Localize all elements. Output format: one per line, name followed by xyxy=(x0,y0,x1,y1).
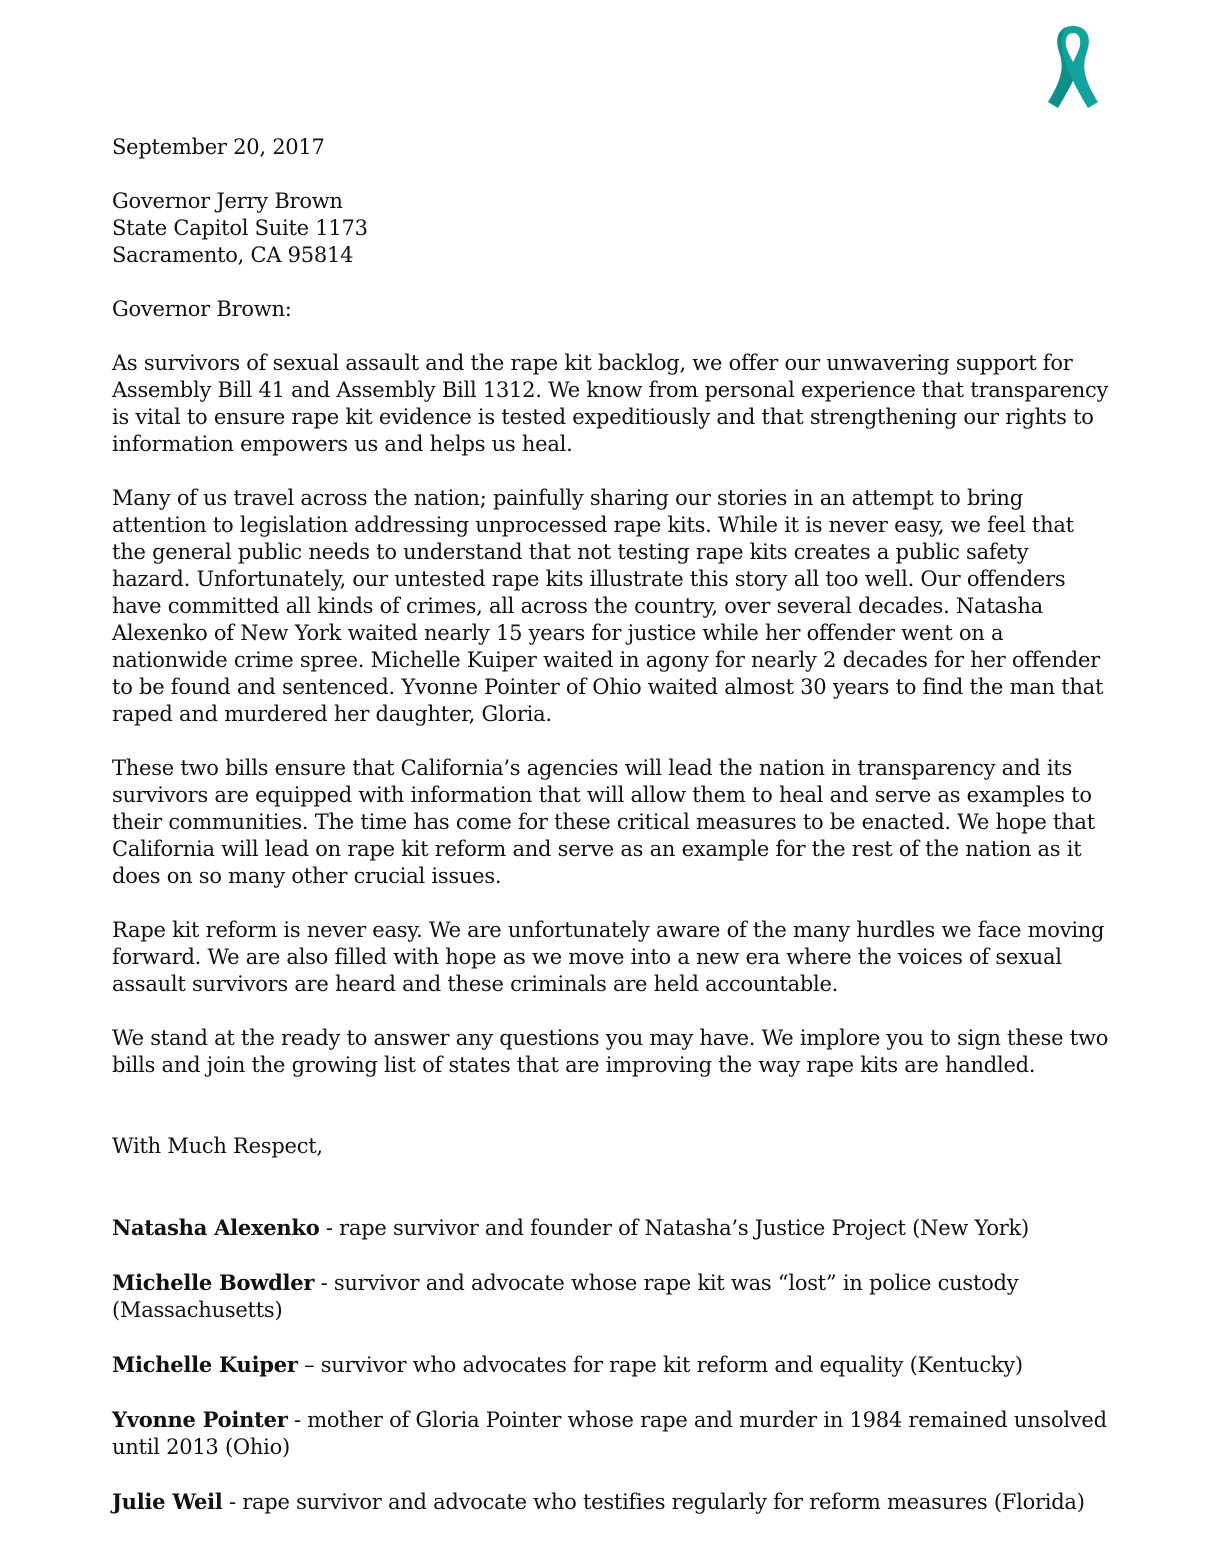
paragraph-request: We stand at the ready to answer any questions you may have. We implore you to sign these two bills and join the growing list of states that are improving the way rape kits are handled. xyxy=(112,1026,1109,1077)
signatory-name: Natasha Alexenko xyxy=(112,1215,320,1240)
paragraph-support: As survivors of sexual assault and the rape kit backlog, we offer our unwavering support for Assembly Bill 41 and Assembly Bill 1312. We know from personal experience that transparency is vital to ensure rape kit evidence is tested expeditiously and that strengthening our rights to information empowers us and helps us heal. xyxy=(112,351,1109,456)
signatory-description: – survivor who advocates for rape kit reform and equality (Kentucky) xyxy=(297,1353,1023,1377)
signatory xyxy=(112,1406,1112,1461)
letter-body xyxy=(112,134,1112,1543)
paragraph-reform: Rape kit reform is never easy. We are unfortunately aware of the many hurdles we face moving forward. We are also filled with hope as we move into a new era where the voices of sexual assault survivors are heard and these criminals are held accountable. xyxy=(112,918,1105,996)
paragraph-stories: Many of us travel across the nation; painfully sharing our stories in an attempt to bring attention to legislation addressing unprocessed rape kits. While it is never easy, we feel that the general public needs to understand that not testing rape kits creates a public safety hazard. Unfortunately, our untested rape kits illustrate this story all too well. Our offenders have committed all kinds of crimes, all across the country, over several decades. Natasha Alexenko of New York waited nearly 15 years for justice while her offender went on a nationwide crime spree. Michelle Kuiper waited in agony for nearly 2 decades for her offender to be found and sentenced. Yvonne Pointer of Ohio waited almost 30 years to find the man that raped and murdered her daughter, Gloria. xyxy=(112,486,1104,726)
signatory-name: Michelle Kuiper xyxy=(112,1352,298,1377)
recipient-address xyxy=(112,188,1112,269)
signatory xyxy=(112,1351,1112,1379)
address-line-street: State Capitol Suite 1173 xyxy=(112,216,368,240)
signatory xyxy=(112,1214,1112,1242)
signatory-name: Yvonne Pointer xyxy=(112,1407,288,1432)
awareness-ribbon-icon xyxy=(1038,22,1108,112)
paragraph-bills: These two bills ensure that California’s agencies will lead the nation in transparency and its survivors are equipped with information that will allow them to heal and serve as examples to their communities. The time has come for these critical measures to be enacted. We hope that California will lead on rape kit reform and serve as an example for the rest of the nation as it does on so many other crucial issues. xyxy=(112,756,1095,888)
signatory-name: Julie Weil xyxy=(112,1489,223,1514)
address-line-city: Sacramento, CA 95814 xyxy=(112,243,354,267)
signatory-description: - rape survivor and advocate who testifies regularly for reform measures (Florida) xyxy=(222,1490,1085,1514)
letter-date: September 20, 2017 xyxy=(112,135,325,159)
signatory xyxy=(112,1269,1112,1324)
signatory-description: - mother of Gloria Pointer whose rape and murder in 1984 remained unsolved until 2013 (Ohio) xyxy=(112,1408,1107,1459)
salutation: Governor Brown: xyxy=(112,297,292,321)
signatory-description: - rape survivor and founder of Natasha’s Justice Project (New York) xyxy=(319,1216,1029,1240)
address-line-name: Governor Jerry Brown xyxy=(112,189,343,213)
signatory-description: - survivor and advocate whose rape kit was “lost” in police custody (Massachusetts) xyxy=(112,1271,1019,1322)
closing: With Much Respect, xyxy=(112,1134,323,1158)
signatory-name: Michelle Bowdler xyxy=(112,1270,315,1295)
signatory xyxy=(112,1488,1112,1516)
